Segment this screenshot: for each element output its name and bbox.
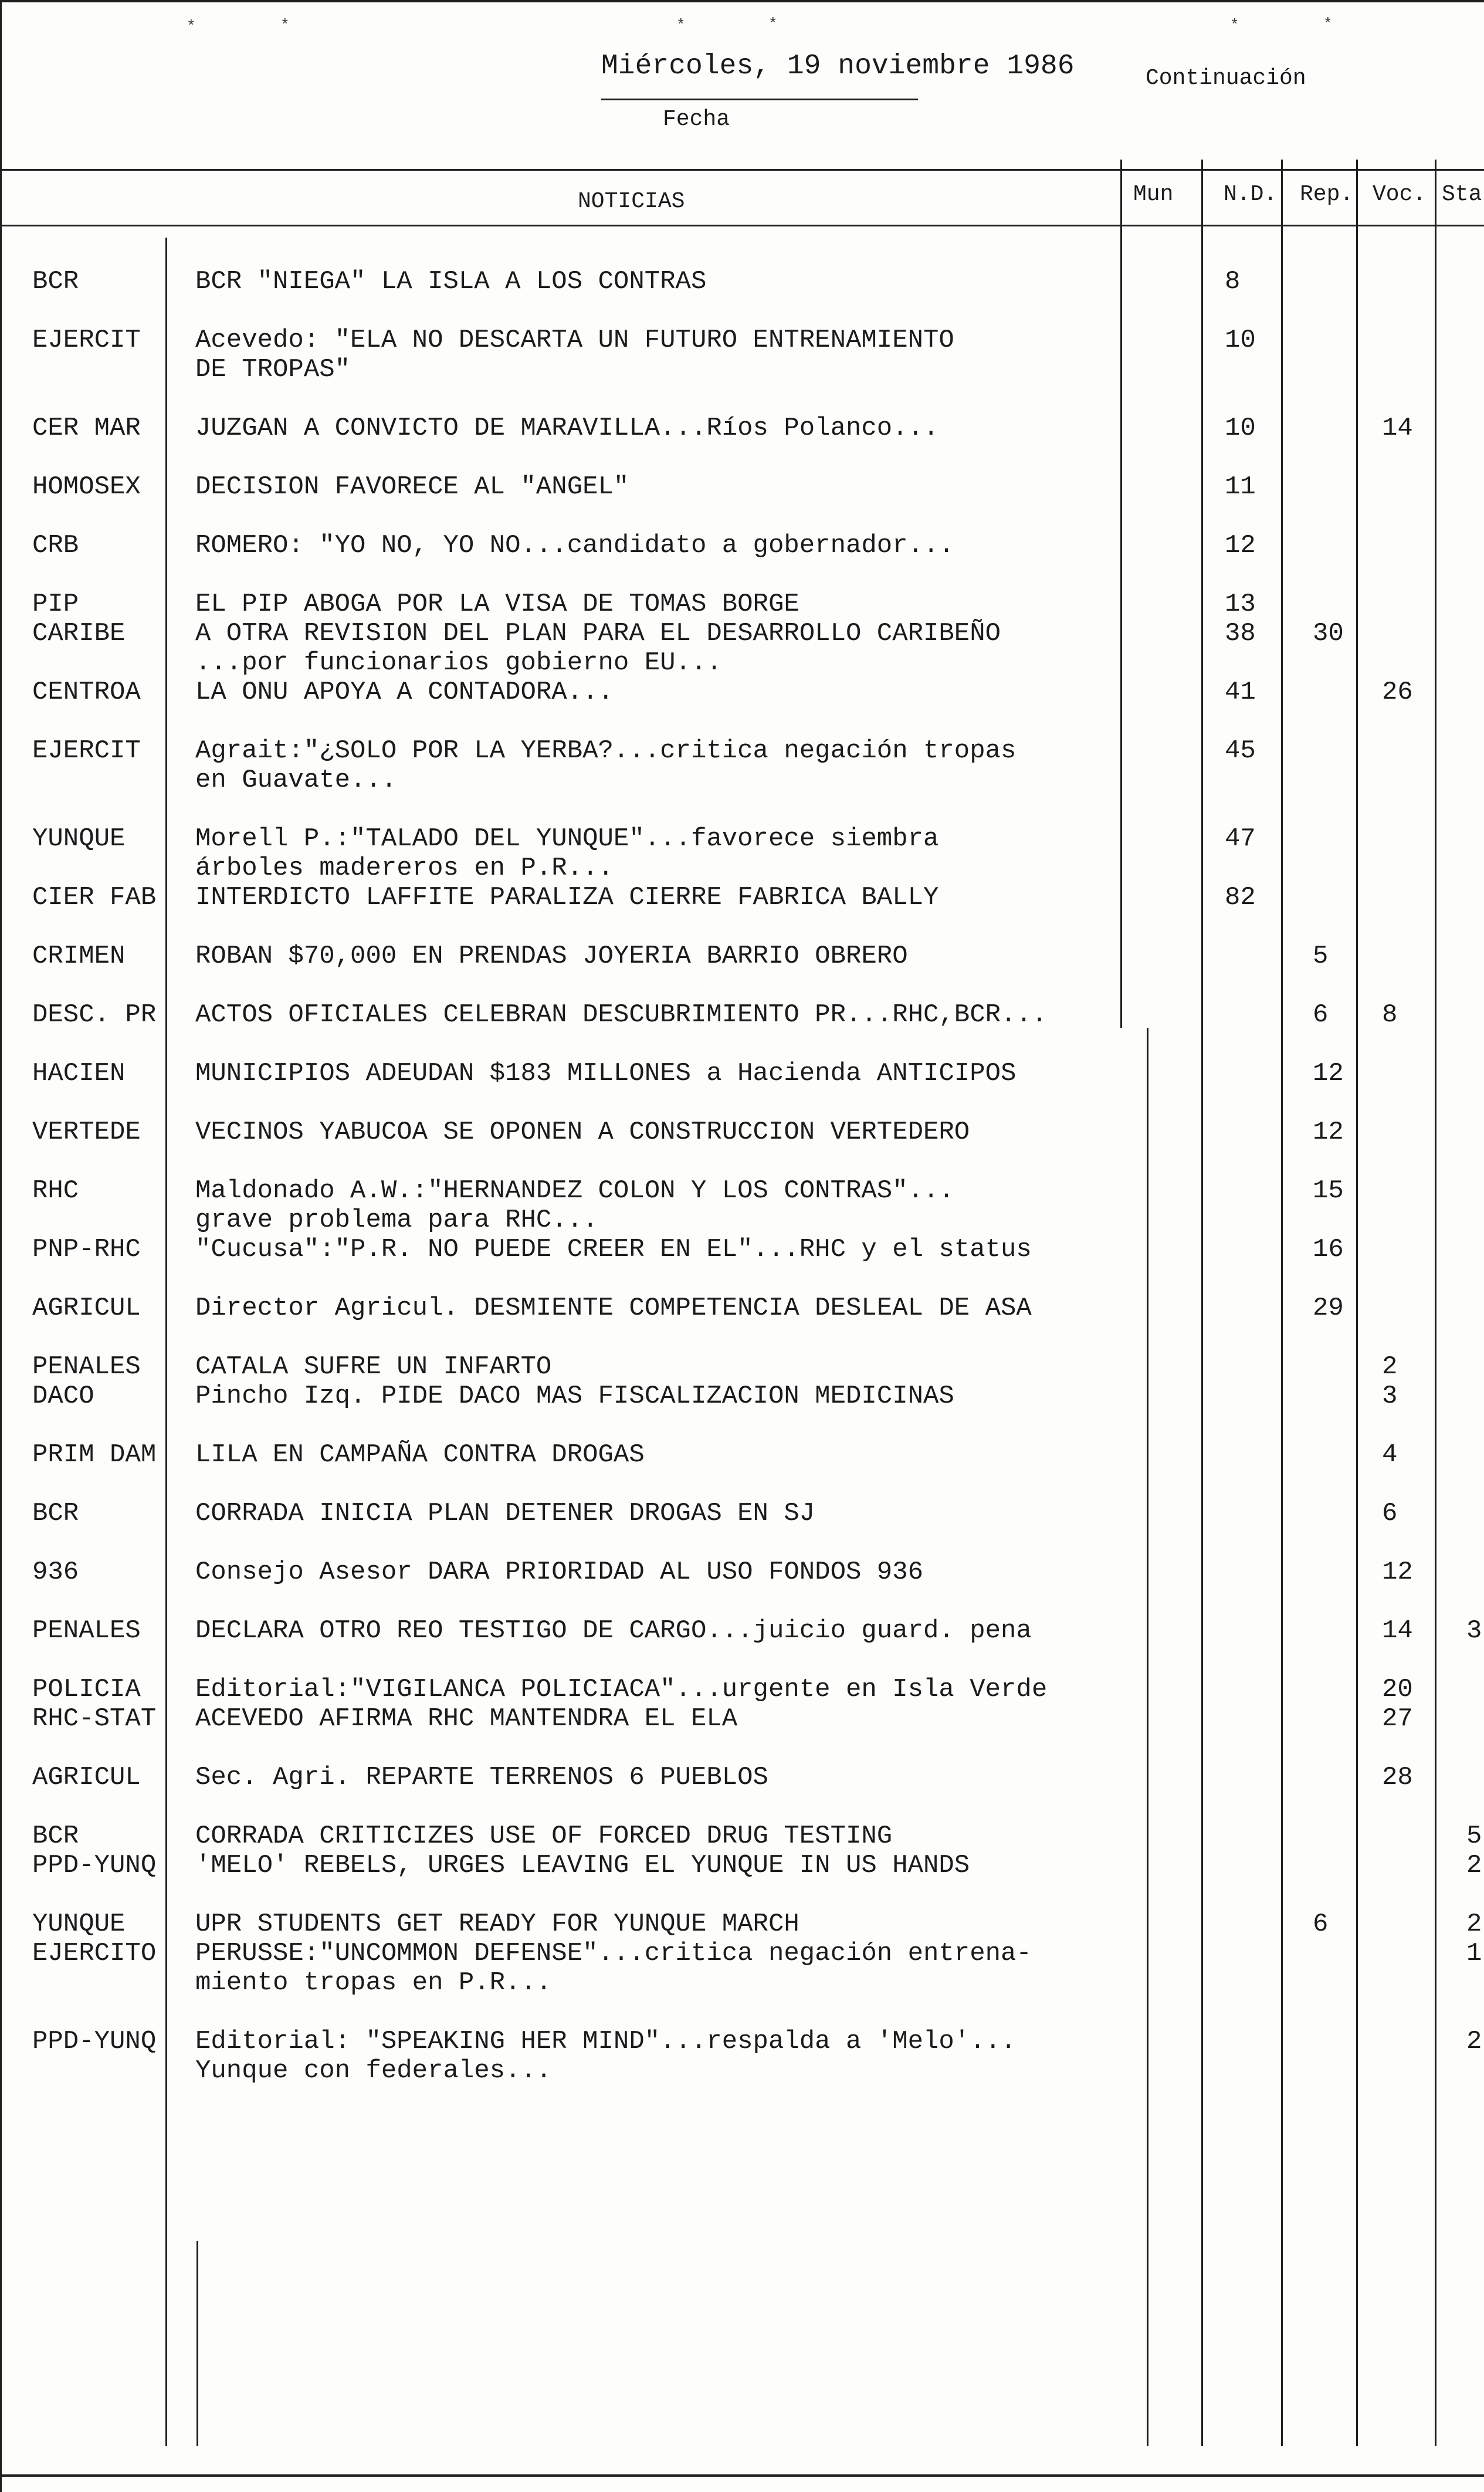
row-code: YUNQUE	[32, 1909, 126, 1939]
row-code: HACIEN	[32, 1059, 126, 1088]
row-nd-page: 10	[1225, 414, 1256, 443]
row-headline: DECLARA OTRO REO TESTIGO DE CARGO...juicio guard. pena	[195, 1616, 1032, 1645]
table-row	[0, 824, 1484, 889]
table-row	[0, 2027, 1484, 2091]
speck: *	[187, 18, 196, 35]
column-header-rep: Rep.	[1300, 182, 1354, 207]
row-headline: 'MELO' REBELS, URGES LEAVING EL YUNQUE IN US HANDS	[195, 1851, 970, 1880]
row-headline: Pincho Izq. PIDE DACO MAS FISCALIZACION MEDICINAS	[195, 1382, 954, 1411]
row-headline: PERUSSE:"UNCOMMON DEFENSE"...critica negación entrena- miento tropas en P.R...	[195, 1939, 1032, 1997]
row-headline: Maldonado A.W.:"HERNANDEZ COLON Y LOS CONTRAS"... grave problema para RHC...	[195, 1176, 954, 1235]
row-nd-page: 13	[1225, 590, 1256, 619]
row-nd-page: 41	[1225, 678, 1256, 707]
table-row	[0, 1440, 1484, 1505]
speck: *	[768, 15, 778, 33]
row-code: PPD-YUNQ	[32, 1851, 157, 1880]
table-row	[0, 531, 1484, 595]
row-voc-page: 27	[1382, 1704, 1413, 1733]
row-code: PRIM DAM	[32, 1440, 157, 1470]
column-header-news: NOTICIAS	[578, 189, 685, 214]
row-code: BCR	[32, 267, 79, 296]
row-code: RHC	[32, 1176, 79, 1206]
column-header-sta: Sta	[1442, 182, 1482, 207]
row-headline: Director Agricul. DESMIENTE COMPETENCIA DESLEAL DE ASA	[195, 1294, 1032, 1323]
row-code: EJERCIT	[32, 326, 141, 355]
row-headline: UPR STUDENTS GET READY FOR YUNQUE MARCH	[195, 1909, 799, 1939]
row-rep-page: 16	[1313, 1235, 1344, 1264]
speck: *	[1230, 16, 1239, 34]
row-code: BCR	[32, 1821, 79, 1851]
row-nd-page: 82	[1225, 883, 1256, 912]
row-code: HOMOSEX	[32, 472, 141, 502]
row-voc-page: 2	[1382, 1352, 1398, 1382]
row-code: CRB	[32, 531, 79, 560]
row-sta-page: 3	[1466, 1616, 1482, 1645]
row-headline: ROBAN $70,000 EN PRENDAS JOYERIA BARRIO OBRERO	[195, 942, 908, 971]
row-code: CIER FAB	[32, 883, 157, 912]
row-headline: Editorial:"VIGILANCA POLICIACA"...urgente en Isla Verde	[195, 1675, 1048, 1704]
row-code: CENTROA	[32, 678, 141, 707]
date-caption: Fecha	[663, 107, 730, 132]
page-top-border	[0, 0, 1484, 2]
row-headline: DECISION FAVORECE AL "ANGEL"	[195, 472, 629, 502]
row-code: PPD-YUNQ	[32, 2027, 157, 2056]
date-underline	[601, 99, 918, 100]
table-row	[0, 883, 1484, 947]
table-row	[0, 1616, 1484, 1681]
table-row	[0, 1382, 1484, 1446]
row-nd-page: 10	[1225, 326, 1256, 355]
row-rep-page: 12	[1313, 1059, 1344, 1088]
row-headline: LILA EN CAMPAÑA CONTRA DROGAS	[195, 1440, 645, 1470]
row-nd-page: 38	[1225, 619, 1256, 648]
column-header-nd: N.D.	[1224, 182, 1278, 207]
table-row	[0, 1059, 1484, 1123]
row-rep-page: 15	[1313, 1176, 1344, 1206]
row-code: PIP	[32, 590, 79, 619]
row-code: BCR	[32, 1499, 79, 1528]
row-rep-page: 6	[1313, 1000, 1329, 1030]
row-sta-page: 5	[1466, 1821, 1482, 1851]
row-headline: INTERDICTO LAFFITE PARALIZA CIERRE FABRICA BALLY	[195, 883, 939, 912]
row-code: DESC. PR	[32, 1000, 157, 1030]
row-headline: MUNICIPIOS ADEUDAN $183 MILLONES a Hacienda ANTICIPOS	[195, 1059, 1017, 1088]
table-row	[0, 1763, 1484, 1827]
row-code: CRIMEN	[32, 942, 126, 971]
row-code: DACO	[32, 1382, 94, 1411]
row-headline: Morell P.:"TALADO DEL YUNQUE"...favorece siembra árboles madereros en P.R...	[195, 824, 939, 883]
row-code: AGRICUL	[32, 1294, 141, 1323]
row-nd-page: 47	[1225, 824, 1256, 854]
row-code: CARIBE	[32, 619, 126, 648]
row-code: PENALES	[32, 1616, 141, 1645]
column-rule-news-start	[196, 2241, 198, 2446]
row-headline: BCR "NIEGA" LA ISLA A LOS CONTRAS	[195, 267, 707, 296]
table-row	[0, 678, 1484, 742]
row-rep-page: 29	[1313, 1294, 1344, 1323]
table-row	[0, 267, 1484, 331]
row-nd-page: 11	[1225, 472, 1256, 502]
row-code: CER MAR	[32, 414, 141, 443]
row-rep-page: 6	[1313, 1909, 1329, 1939]
table-row	[0, 1235, 1484, 1299]
row-nd-page: 12	[1225, 531, 1256, 560]
row-code: EJERCITO	[32, 1939, 157, 1968]
row-code: VERTEDE	[32, 1118, 141, 1147]
row-sta-page: 2	[1466, 2027, 1482, 2056]
row-rep-page: 30	[1313, 619, 1344, 648]
table-row	[0, 619, 1484, 683]
table-row	[0, 1851, 1484, 1915]
table-row	[0, 736, 1484, 801]
table-row	[0, 472, 1484, 537]
row-headline: LA ONU APOYA A CONTADORA...	[195, 678, 614, 707]
row-sta-page: 2	[1466, 1909, 1482, 1939]
row-headline: CORRADA CRITICIZES USE OF FORCED DRUG TESTING	[195, 1821, 893, 1851]
table-row	[0, 1176, 1484, 1241]
row-code: AGRICUL	[32, 1763, 141, 1792]
row-headline: CATALA SUFRE UN INFARTO	[195, 1352, 552, 1382]
row-voc-page: 28	[1382, 1763, 1413, 1792]
row-headline: JUZGAN A CONVICTO DE MARAVILLA...Ríos Polanco...	[195, 414, 939, 443]
table-row	[0, 942, 1484, 1006]
row-voc-page: 6	[1382, 1499, 1398, 1528]
row-headline: EL PIP ABOGA POR LA VISA DE TOMAS BORGE	[195, 590, 799, 619]
row-voc-page: 4	[1382, 1440, 1398, 1470]
row-rep-page: 5	[1313, 942, 1329, 971]
row-voc-page: 14	[1382, 1616, 1413, 1645]
row-headline: Acevedo: "ELA NO DESCARTA UN FUTURO ENTRENAMIENTO DE TROPAS"	[195, 326, 954, 384]
table-header-bottom-rule	[0, 225, 1484, 226]
table-row	[0, 1939, 1484, 2003]
row-headline: VECINOS YABUCOA SE OPONEN A CONSTRUCCION VERTEDERO	[195, 1118, 970, 1147]
row-code: POLICIA	[32, 1675, 141, 1704]
row-code: RHC-STAT	[32, 1704, 157, 1733]
row-voc-page: 20	[1382, 1675, 1413, 1704]
row-headline: Consejo Asesor DARA PRIORIDAD AL USO FONDOS 936	[195, 1558, 924, 1587]
column-header-mun: Mun	[1133, 182, 1174, 207]
speck: *	[1323, 15, 1333, 33]
table-row	[0, 1704, 1484, 1769]
table-header-top-rule	[0, 169, 1484, 171]
row-rep-page: 12	[1313, 1118, 1344, 1147]
row-nd-page: 8	[1225, 267, 1241, 296]
continuation-label: Continuación	[1146, 66, 1306, 91]
table-row	[0, 1000, 1484, 1065]
row-code: YUNQUE	[32, 824, 126, 854]
row-voc-page: 26	[1382, 678, 1413, 707]
row-code: PENALES	[32, 1352, 141, 1382]
row-headline: ACTOS OFICIALES CELEBRAN DESCUBRIMIENTO PR...RHC,BCR...	[195, 1000, 1048, 1030]
row-headline: "Cucusa":"P.R. NO PUEDE CREER EN EL"...RHC y el status	[195, 1235, 1032, 1264]
row-voc-page: 14	[1382, 414, 1413, 443]
row-headline: ACEVEDO AFIRMA RHC MANTENDRA EL ELA	[195, 1704, 738, 1733]
speck: *	[280, 16, 290, 34]
row-nd-page: 45	[1225, 736, 1256, 766]
row-voc-page: 3	[1382, 1382, 1398, 1411]
row-code: PNP-RHC	[32, 1235, 141, 1264]
speck: *	[676, 16, 686, 34]
row-headline: ROMERO: "YO NO, YO NO...candidato a gobernador...	[195, 531, 954, 560]
row-voc-page: 8	[1382, 1000, 1398, 1030]
row-headline: A OTRA REVISION DEL PLAN PARA EL DESARROLLO CARIBEÑO ...por funcionarios gobierno EU...	[195, 619, 1001, 678]
row-headline: Editorial: "SPEAKING HER MIND"...respalda a 'Melo'... Yunque con federales...	[195, 2027, 1017, 2085]
column-header-voc: Voc.	[1373, 182, 1427, 207]
row-headline: CORRADA INICIA PLAN DETENER DROGAS EN SJ	[195, 1499, 815, 1528]
row-code: EJERCIT	[32, 736, 141, 766]
row-code: 936	[32, 1558, 79, 1587]
row-headline: Sec. Agri. REPARTE TERRENOS 6 PUEBLOS	[195, 1763, 768, 1792]
table-row	[0, 1499, 1484, 1563]
row-headline: Agrait:"¿SOLO POR LA YERBA?...critica negación tropas en Guavate...	[195, 736, 1017, 795]
table-row	[0, 1558, 1484, 1622]
table-row	[0, 1294, 1484, 1358]
row-sta-page: 1	[1466, 1939, 1482, 1968]
table-row	[0, 326, 1484, 390]
page-bottom-border	[0, 2474, 1484, 2477]
row-sta-page: 2	[1466, 1851, 1482, 1880]
table-row	[0, 1118, 1484, 1182]
table-row	[0, 414, 1484, 478]
page-date: Miércoles, 19 noviembre 1986	[601, 50, 1075, 82]
row-voc-page: 12	[1382, 1558, 1413, 1587]
